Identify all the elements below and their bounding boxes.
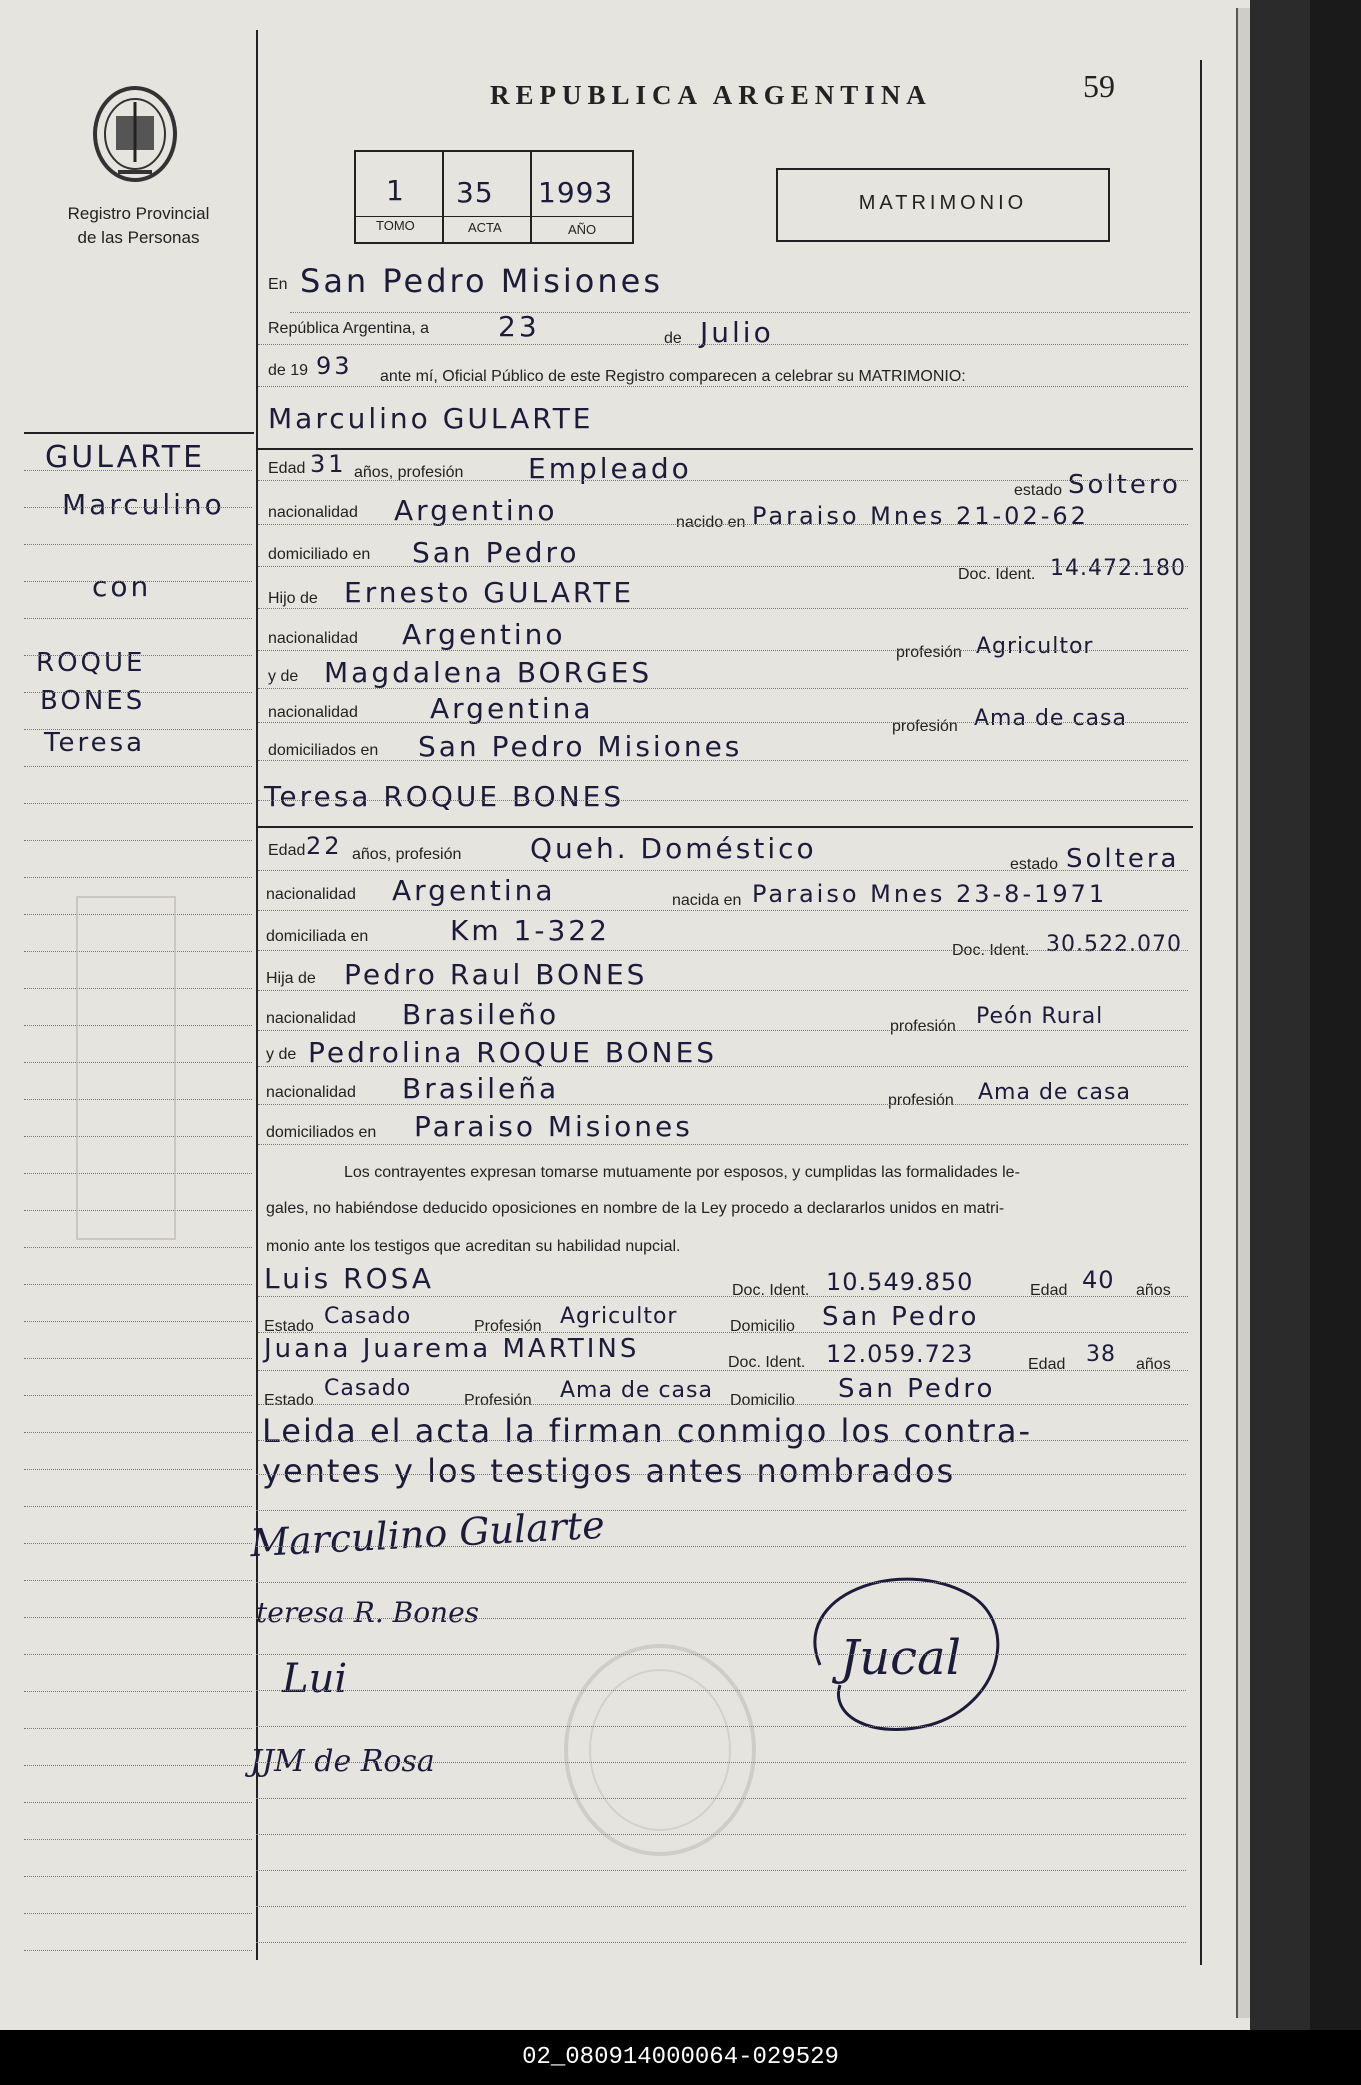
margin-ruled-line — [24, 1469, 252, 1470]
margin-surname: GULARTE — [45, 440, 206, 475]
groom-father-profession-label: profesión — [896, 644, 962, 661]
form-ruled-line — [258, 950, 1188, 951]
groom-mother-nationality-label: nacionalidad — [268, 704, 358, 721]
form-ruled-line — [258, 1066, 1188, 1067]
page-number: 59 — [1083, 68, 1115, 104]
margin-ruled-line — [24, 655, 252, 656]
registry-name-line2: de las Personas — [77, 228, 200, 247]
groom-status-label: estado — [1014, 482, 1063, 499]
de-label: de — [664, 330, 682, 347]
witness1-doc: 10.549.850 — [826, 1268, 974, 1296]
country-title: REPUBLICA ARGENTINA — [490, 80, 932, 110]
faded-seal — [560, 1640, 760, 1860]
witness2-doc: 12.059.723 — [826, 1340, 974, 1368]
bride-father-nationality-label: nacionalidad — [266, 1010, 356, 1027]
declaration-line2: gales, no habiéndose deducido oposiciones en nombre de la Ley procedo a declararlos unidos en matri- — [266, 1200, 1005, 1217]
margin-rule — [24, 432, 254, 434]
body-ruled-line — [256, 1870, 1186, 1871]
margin-ruled-line — [24, 766, 252, 767]
republica-label: República Argentina, a — [268, 320, 429, 337]
form-ruled-line — [258, 344, 1188, 345]
form-ruled-line — [258, 1030, 1188, 1031]
form-ruled-line — [258, 760, 1188, 761]
witness1-doc-label: Doc. Ident. — [732, 1282, 810, 1299]
form-ruled-line — [258, 524, 1188, 525]
witness2-profession-label: Profesión — [464, 1392, 532, 1409]
margin-ruled-line — [24, 1580, 252, 1581]
witness2-signature: JJM de Rosa — [250, 1744, 435, 1779]
margin-bride-surname2: BONES — [40, 686, 146, 716]
margin-ruled-line — [24, 1247, 252, 1248]
body-ruled-line — [256, 1654, 1186, 1655]
faded-stamp — [76, 896, 176, 1240]
margin-bride-surname1: ROQUE — [36, 648, 146, 678]
intro-statement: ante mí, Oficial Público de este Registro comparecen a celebrar su MATRIMONIO: — [380, 368, 966, 385]
witness1-domicile: San Pedro — [822, 1302, 980, 1332]
form-ruled-line — [258, 990, 1188, 991]
margin-ruled-line — [24, 1765, 252, 1766]
margin-firstname: Marculino — [62, 488, 225, 521]
form-ruled-line — [258, 608, 1188, 609]
margin-ruled-line — [24, 1543, 252, 1544]
margin-ruled-line — [24, 729, 252, 730]
witness1-domicile-label: Domicilio — [730, 1318, 795, 1335]
witness1-status: Casado — [324, 1304, 412, 1329]
groom-birthplace-label: nacido en — [676, 514, 746, 531]
marriage-month: Julio — [700, 316, 774, 349]
witness2-name: Juana Juarema MARTINS — [264, 1334, 640, 1364]
rule — [290, 312, 1190, 313]
witness2-domicile: San Pedro — [838, 1374, 996, 1404]
witness1-name: Luis ROSA — [264, 1262, 435, 1295]
margin-ruled-line — [24, 1506, 252, 1507]
bride-birthplace: Paraiso Mnes 23-8-1971 — [752, 880, 1108, 908]
margin-ruled-line — [24, 692, 252, 693]
groom-mother-profession: Ama de casa — [974, 706, 1127, 731]
groom-profession: Empleado — [528, 452, 692, 485]
bride-age: 22 — [306, 832, 343, 860]
registry-name-line1: Registro Provincial — [67, 204, 210, 223]
groom-mother-label: y de — [268, 668, 299, 685]
body-ruled-line — [256, 1906, 1186, 1907]
body-ruled-line — [256, 1942, 1186, 1943]
left-column-rule — [256, 30, 258, 1960]
groom-mother-nationality: Argentina — [430, 692, 594, 725]
groom-name: Marculino GULARTE — [268, 402, 594, 435]
witness1-age: 40 — [1082, 1266, 1115, 1294]
groom-nationality: Argentino — [394, 494, 558, 527]
bride-status: Soltera — [1066, 844, 1180, 874]
bride-father-label: Hija de — [266, 970, 316, 987]
groom-parents-domicile-label: domiciliados en — [268, 742, 379, 759]
tomo-label: TOMO — [376, 218, 415, 233]
bride-mother-profession: Ama de casa — [978, 1080, 1131, 1105]
groom-father-nationality-label: nacionalidad — [268, 630, 358, 647]
margin-con: con — [92, 570, 152, 603]
scan-caption: 02_080914000064-029529 — [0, 2030, 1361, 2085]
form-ruled-line — [258, 480, 1188, 481]
witness2-age-label: Edad — [1028, 1356, 1066, 1373]
form-ruled-line — [258, 870, 1188, 871]
bride-father-profession: Peón Rural — [976, 1004, 1104, 1029]
acta-label: ACTA — [468, 220, 502, 235]
margin-ruled-line — [24, 1876, 252, 1877]
groom-mother: Magdalena BORGES — [324, 656, 653, 689]
bride-mother-nationality: Brasileña — [402, 1072, 560, 1105]
witness2-profession: Ama de casa — [560, 1378, 713, 1403]
form-ruled-line — [258, 1144, 1188, 1145]
book-binding — [1250, 0, 1310, 2030]
margin-ruled-line — [24, 803, 252, 804]
declaration-line3: monio ante los testigos que acreditan su habilidad nupcial. — [266, 1238, 681, 1255]
form-ruled-line — [258, 650, 1188, 651]
witness1-profession: Agricultor — [560, 1304, 678, 1329]
record-type-box — [776, 168, 1110, 242]
body-ruled-line — [256, 1834, 1186, 1835]
body-ruled-line — [256, 1546, 1186, 1547]
bride-name: Teresa ROQUE BONES — [264, 780, 625, 813]
form-ruled-line — [258, 1296, 1188, 1297]
body-ruled-line — [256, 1618, 1186, 1619]
margin-ruled-line — [24, 840, 252, 841]
bride-birthplace-label: nacida en — [672, 892, 742, 909]
en-label: En — [268, 276, 288, 293]
margin-ruled-line — [24, 1432, 252, 1433]
form-ruled-line — [258, 1332, 1188, 1333]
body-ruled-line — [256, 1510, 1186, 1511]
right-column-rule — [1200, 60, 1202, 1965]
form-ruled-line — [258, 910, 1188, 911]
bride-domicile: Km 1-322 — [450, 914, 610, 947]
margin-ruled-line — [24, 544, 252, 545]
witness2-doc-label: Doc. Ident. — [728, 1354, 806, 1371]
groom-doc-label: Doc. Ident. — [958, 566, 1036, 583]
marriage-place: San Pedro Misiones — [300, 262, 664, 300]
groom-domicile-label: domiciliado en — [268, 546, 371, 563]
form-ruled-line — [258, 1104, 1188, 1105]
margin-ruled-line — [24, 1728, 252, 1729]
witness1-signature: Lui — [282, 1656, 348, 1702]
groom-birthplace: Paraiso Mnes 21-02-62 — [752, 502, 1089, 530]
bride-mother-nationality-label: nacionalidad — [266, 1084, 356, 1101]
ano-value: 1993 — [538, 176, 614, 209]
margin-ruled-line — [24, 1284, 252, 1285]
tomo-value: 1 — [386, 174, 405, 207]
bride-age-label: Edad — [268, 842, 306, 859]
bride-nationality-label: nacionalidad — [266, 886, 356, 903]
form-ruled-line — [258, 1440, 1188, 1441]
bride-domicile-label: domiciliada en — [266, 928, 369, 945]
groom-father: Ernesto GULARTE — [344, 576, 635, 609]
bride-father-nationality: Brasileño — [402, 998, 560, 1031]
declaration-line1: Los contrayentes expresan tomarse mutuamente por esposos, y cumplidas las formalidades le- — [344, 1164, 1020, 1181]
ano-label: AÑO — [568, 222, 597, 237]
groom-age-label: Edad — [268, 460, 306, 477]
body-ruled-line — [256, 1762, 1186, 1763]
acta-value: 35 — [456, 176, 494, 209]
margin-ruled-line — [24, 1839, 252, 1840]
margin-ruled-line — [24, 1802, 252, 1803]
form-ruled-line — [258, 688, 1188, 689]
form-ruled-line — [258, 1404, 1188, 1405]
groom-parents-domicile: San Pedro Misiones — [418, 730, 743, 763]
bride-doc-label: Doc. Ident. — [952, 942, 1030, 959]
margin-ruled-line — [24, 470, 252, 471]
groom-profession-label: años, profesión — [354, 464, 464, 481]
margin-bride-firstname: Teresa — [44, 728, 146, 758]
witness2-status-label: Estado — [264, 1392, 314, 1409]
margin-ruled-line — [24, 507, 252, 508]
closing-line1: Leida el acta la firman conmigo los contra- — [262, 1412, 1033, 1450]
bride-signature: teresa R. Bones — [256, 1596, 480, 1629]
form-ruled-line — [258, 566, 1188, 567]
provincial-emblem-icon — [88, 82, 183, 187]
body-ruled-line — [256, 1474, 1186, 1475]
witness1-age-label: Edad — [1030, 1282, 1068, 1299]
witness1-years-label: años — [1136, 1282, 1171, 1299]
groom-father-profession: Agricultor — [976, 634, 1094, 659]
bride-doc: 30.522.070 — [1046, 932, 1182, 957]
witness2-status: Casado — [324, 1376, 412, 1401]
marriage-year: 93 — [316, 352, 353, 380]
witness1-profession-label: Profesión — [474, 1318, 542, 1335]
groom-nationality-label: nacionalidad — [268, 504, 358, 521]
bride-father: Pedro Raul BONES — [344, 958, 648, 991]
bride-status-label: estado — [1010, 856, 1059, 873]
margin-ruled-line — [24, 1950, 252, 1951]
witness1-status-label: Estado — [264, 1318, 314, 1335]
record-type: MATRIMONIO — [858, 192, 1028, 214]
body-ruled-line — [256, 1726, 1186, 1727]
groom-signature: Marculino Gularte — [249, 1502, 606, 1566]
groom-father-label: Hijo de — [268, 590, 318, 607]
margin-ruled-line — [24, 1321, 252, 1322]
margin-ruled-line — [24, 1617, 252, 1618]
bride-mother-profession-label: profesión — [888, 1092, 954, 1109]
bride-mother: Pedrolina ROQUE BONES — [308, 1036, 718, 1069]
year-prefix: de 19 — [268, 362, 309, 379]
margin-ruled-line — [24, 877, 252, 878]
margin-ruled-line — [24, 1654, 252, 1655]
margin-ruled-line — [24, 581, 252, 582]
body-ruled-line — [256, 1798, 1186, 1799]
body-ruled-line — [256, 1690, 1186, 1691]
bride-rule — [258, 826, 1193, 828]
bride-parents-domicile-label: domiciliados en — [266, 1124, 377, 1141]
witness2-age: 38 — [1086, 1342, 1116, 1367]
witness2-domicile-label: Domicilio — [730, 1392, 795, 1409]
form-ruled-line — [258, 1370, 1188, 1371]
bride-parents-domicile: Paraiso Misiones — [414, 1110, 693, 1143]
groom-father-nationality: Argentino — [402, 618, 566, 651]
officer-signature: Jucal — [840, 1630, 962, 1686]
form-ruled-line — [258, 722, 1188, 723]
bride-profession-label: años, profesión — [352, 846, 462, 863]
margin-ruled-line — [24, 1913, 252, 1914]
form-ruled-line — [258, 386, 1188, 387]
marriage-day: 23 — [498, 310, 540, 343]
body-ruled-line — [256, 1582, 1186, 1583]
bride-mother-label: y de — [266, 1046, 297, 1063]
groom-doc: 14.472.180 — [1050, 556, 1186, 581]
witness2-years-label: años — [1136, 1356, 1171, 1373]
tomo-acta-ano-box — [354, 150, 634, 244]
margin-ruled-line — [24, 1395, 252, 1396]
margin-ruled-line — [24, 1691, 252, 1692]
bride-father-profession-label: profesión — [890, 1018, 956, 1035]
groom-status: Soltero — [1068, 470, 1181, 500]
closing-line2: yentes y los testigos antes nombrados — [262, 1452, 956, 1490]
groom-age: 31 — [310, 450, 347, 478]
groom-rule — [258, 448, 1193, 450]
form-ruled-line — [258, 800, 1188, 801]
margin-ruled-line — [24, 618, 252, 619]
groom-domicile: San Pedro — [412, 536, 580, 569]
bride-profession: Queh. Doméstico — [530, 832, 817, 865]
bride-nationality: Argentina — [392, 874, 556, 907]
margin-ruled-line — [24, 1358, 252, 1359]
groom-mother-profession-label: profesión — [892, 718, 958, 735]
